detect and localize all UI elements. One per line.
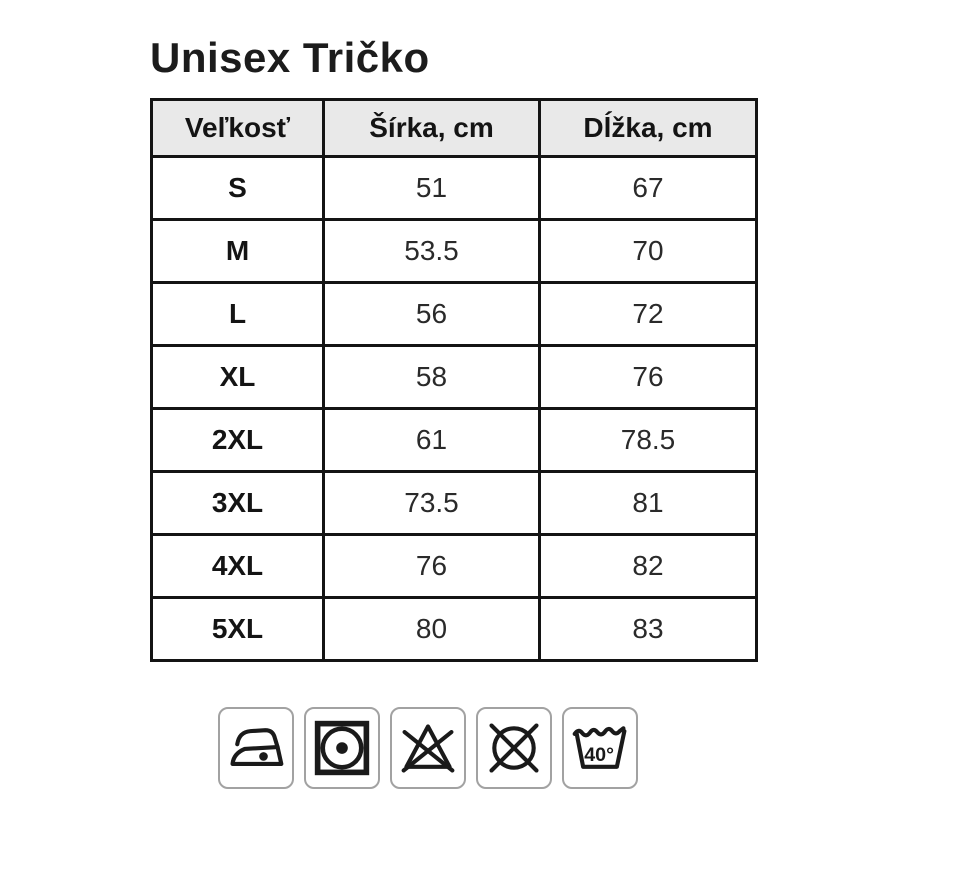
- table-row: [152, 283, 757, 346]
- cell-size: M: [152, 220, 324, 283]
- cell-width: 53.5: [324, 220, 540, 283]
- cell-size: XL: [152, 346, 324, 409]
- cell-size: 5XL: [152, 598, 324, 661]
- table-row: [152, 157, 757, 220]
- cell-width: 73.5: [324, 472, 540, 535]
- cell-length: 83: [540, 598, 757, 661]
- header-row: [152, 100, 757, 157]
- do-not-dry-clean-icon: [476, 707, 552, 789]
- col-header-size: Veľkosť: [152, 100, 324, 157]
- col-header-length: Dĺžka, cm: [540, 100, 757, 157]
- table-row: [152, 535, 757, 598]
- wash-temp-label: 40°: [584, 744, 614, 767]
- page-title: Unisex Tričko: [150, 34, 430, 81]
- cell-width: 56: [324, 283, 540, 346]
- cell-size: L: [152, 283, 324, 346]
- cell-width: 51: [324, 157, 540, 220]
- cell-width: 76: [324, 535, 540, 598]
- cell-length: 78.5: [540, 409, 757, 472]
- cell-length: 81: [540, 472, 757, 535]
- cell-width: 58: [324, 346, 540, 409]
- cell-length: 82: [540, 535, 757, 598]
- cell-size: 4XL: [152, 535, 324, 598]
- wash-40-degrees-icon: [562, 707, 638, 789]
- cell-size: S: [152, 157, 324, 220]
- tumble-dry-one-dot-icon: [304, 707, 380, 789]
- size-chart-table: [150, 98, 758, 662]
- cell-size: 2XL: [152, 409, 324, 472]
- table-row: [152, 346, 757, 409]
- care-symbols-row: [218, 707, 758, 789]
- size-chart-section: [150, 34, 758, 789]
- iron-one-dot-icon: [218, 707, 294, 789]
- table-row: [152, 409, 757, 472]
- cell-length: 70: [540, 220, 757, 283]
- table-row: [152, 598, 757, 661]
- cell-width: 61: [324, 409, 540, 472]
- cell-size: 3XL: [152, 472, 324, 535]
- table-row: [152, 220, 757, 283]
- cell-length: 67: [540, 157, 757, 220]
- cell-length: 76: [540, 346, 757, 409]
- cell-length: 72: [540, 283, 757, 346]
- do-not-bleach-icon: [390, 707, 466, 789]
- cell-width: 80: [324, 598, 540, 661]
- col-header-width: Šírka, cm: [324, 100, 540, 157]
- table-row: [152, 472, 757, 535]
